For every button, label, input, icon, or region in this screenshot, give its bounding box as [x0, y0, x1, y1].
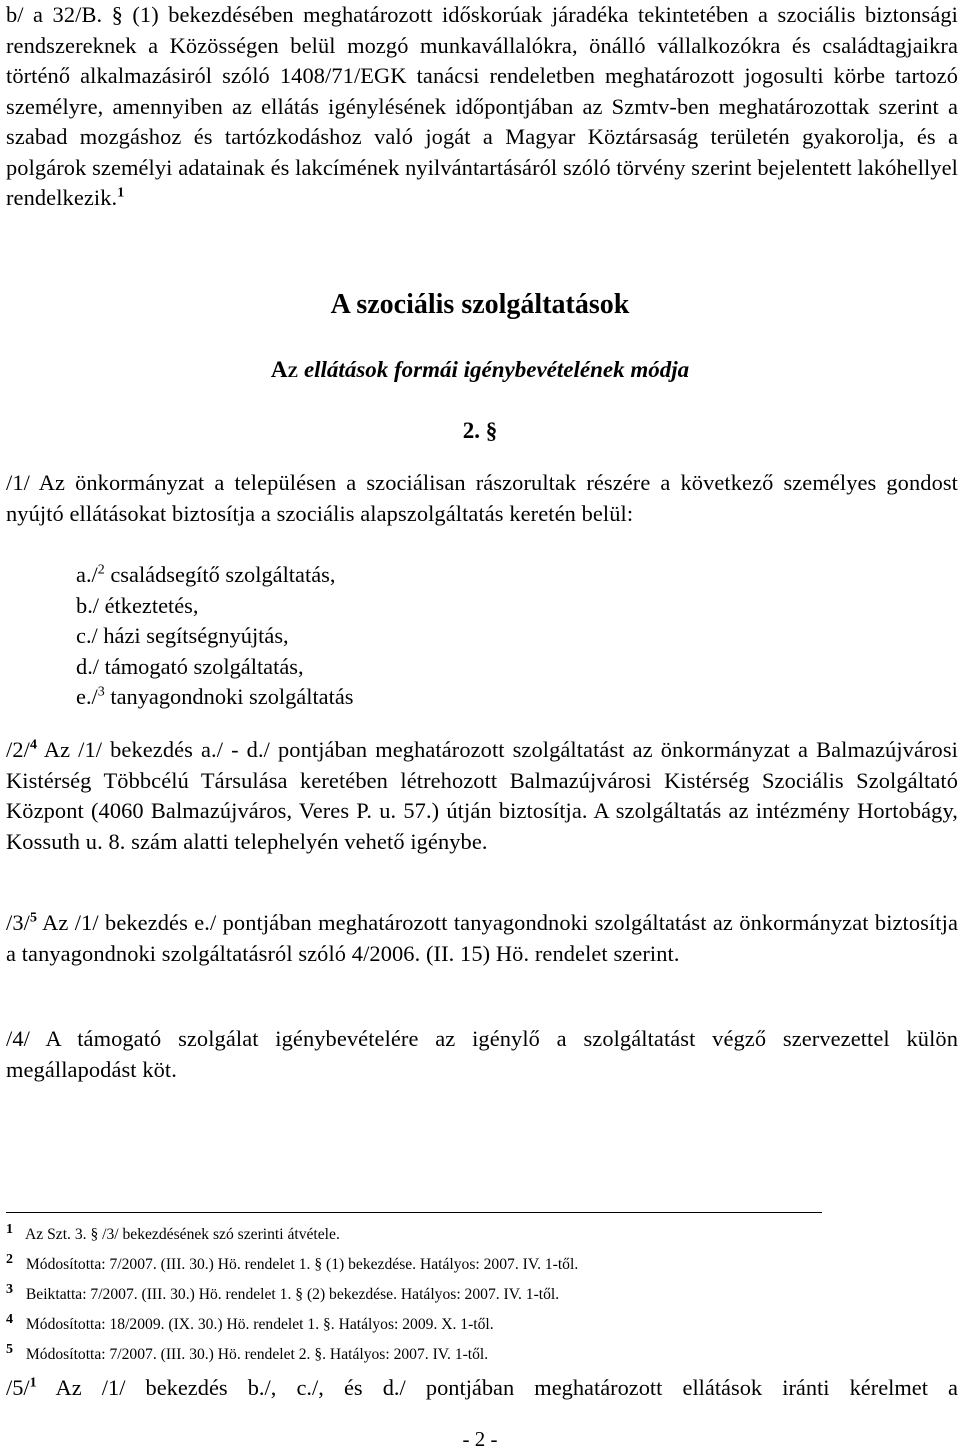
footnote-ref: 5 [29, 910, 38, 926]
paragraph-1-text: /1/ Az önkormányzat a településen a szociálisan rászorultak részére a következő személyes gondost nyújtó ellátásokat biztosítja a szociális alapszolgáltatás keretén belül: [6, 470, 958, 526]
section-subtitle [0, 355, 960, 385]
paragraph-4-text: /4/ A támogató szolgálat igénybevételére az igénylő a szolgáltatást végző szervezettel külön megállapodást köt. [6, 1026, 958, 1082]
footnote-text: Módosította: 7/2007. (III. 30.) Hö. rendelet 1. § (1) bekezdése. Hatályos: 2007. IV. 1-től. [25, 1256, 579, 1273]
footnote-ref: 4 [29, 737, 38, 753]
footnote-text: Módosította: 18/2009. (IX. 30.) Hö. rendelet 1. §. Hatályos: 2009. X. 1-től. [25, 1316, 494, 1333]
paragraph-1 [6, 468, 958, 529]
paragraph-4 [6, 1024, 958, 1085]
list-item [76, 682, 354, 713]
footnote-ref: 1 [29, 1375, 37, 1391]
footnote-text: Beiktatta: 7/2007. (III. 30.) Hö. rendelet 1. § (2) bekezdése. Hatályos: 2007. IV. 1-től. [25, 1286, 560, 1303]
list-item: c./ házi segítségnyújtás, [76, 623, 289, 648]
footnotes [6, 1220, 578, 1370]
list-item-prefix: a./ [76, 562, 98, 587]
footnote-text: Módosította: 7/2007. (III. 30.) Hö. rendelet 2. §. Hatályos: 2007. IV. 1-től. [25, 1346, 489, 1363]
section-number: 2. § [462, 418, 498, 443]
list-item-text: tanyagondnoki szolgáltatás [104, 684, 354, 709]
footnote: 2 Módosította: 7/2007. (III. 30.) Hö. rendelet 1. § (1) bekezdése. Hatályos: 2007. IV. 1-től. [6, 1251, 579, 1273]
footnote-text: Az Szt. 3. § /3/ bekezdésének szó szerinti átvétele. [25, 1226, 340, 1243]
paragraph-5-text: Az /1/ bekezdés b./, c./, és d./ pontjában meghatározott ellátások iránti kérelmet a [36, 1375, 958, 1400]
subtitle-rest: ellátások formái igénybevételének módja [303, 357, 690, 382]
footnote-ref: 1 [117, 185, 125, 201]
list-item-text: családsegítő szolgáltatás, [104, 562, 336, 587]
footnote-ref: 3 [97, 684, 105, 700]
page-number: - 2 - [462, 1427, 498, 1451]
paragraph-prefix: /3/ [6, 910, 30, 935]
footnote: 3 Beiktatta: 7/2007. (III. 30.) Hö. rendelet 1. § (2) bekezdése. Hatályos: 2007. IV. 1-től. [6, 1281, 560, 1303]
paragraph-2-text: Az /1/ bekezdés a./ - d./ pontjában meghatározott szolgáltatást az önkormányzat a Balmazújvárosi Kistérség Többcélú Társulása keretében létrehozott Balmazújvárosi Kistérség Szociális Szolgáltató Központ (4060 Balmazújváros, Veres P. u. 57.) útján biztosítja. A szolgáltatás az intézmény Hortobágy, Kossuth u. 8. szám alatti telephelyén vehető igénybe. [6, 737, 958, 854]
paragraph-5 [6, 1373, 958, 1403]
top-paragraph-text: b/ a 32/B. § (1) bekezdésében meghatározott időskorúak járadéka tekintetében a szociális biztonsági rendszereknek a Közösségen belül mozgó munkavállalókra, önálló vállalkozókra és családtagjaikra történő alkalmazásiról szóló 1408/71/EGK tanácsi rendeletben meghatározott jogosulti körbe tartozó személyre, amennyiben az ellátás igénylésének időpontjában az Szmtv-ben meghatározottak szerint a szabad mozgáshoz és tartózkodáshoz való jogát a Magyar Köztársaság területén gyakorolja, és a polgárok személyi adatainak és lakcímének nyilvántartásáról szóló törvény szerint bejelentett lakóhellyel rendelkezik. [6, 2, 958, 210]
service-list [76, 560, 354, 713]
footnote: 4 Módosította: 18/2009. (IX. 30.) Hö. rendelet 1. §. Hatályos: 2009. X. 1-től. [6, 1311, 494, 1333]
section-title: A szociális szolgáltatások [330, 289, 630, 320]
paragraph-3 [6, 908, 958, 969]
paragraph-2 [6, 735, 958, 857]
top-paragraph [6, 0, 958, 214]
list-item: d./ támogató szolgáltatás, [76, 653, 304, 679]
footnote: 5 Módosította: 7/2007. (III. 30.) Hö. rendelet 2. §. Hatályos: 2007. IV. 1-től. [6, 1341, 489, 1363]
list-item [76, 560, 354, 591]
paragraph-prefix: /5/ [6, 1375, 30, 1400]
paragraph-prefix: /2/ [6, 737, 30, 762]
list-item-prefix: e./ [76, 684, 98, 709]
subtitle-prefix: Az [270, 357, 299, 382]
list-item: b./ étkeztetés, [76, 592, 199, 618]
footnote-ref: 2 [97, 562, 105, 578]
footnote: 1 Az Szt. 3. § /3/ bekezdésének szó szerinti átvétele. [6, 1221, 340, 1243]
footnote-divider [6, 1212, 822, 1213]
paragraph-3-text: Az /1/ bekezdés e./ pontjában meghatározott tanyagondnoki szolgáltatást az önkormányzat biztosítja a tanyagondnoki szolgáltatásról szóló 4/2006. (II. 15) Hö. rendelet szerint. [6, 910, 958, 966]
